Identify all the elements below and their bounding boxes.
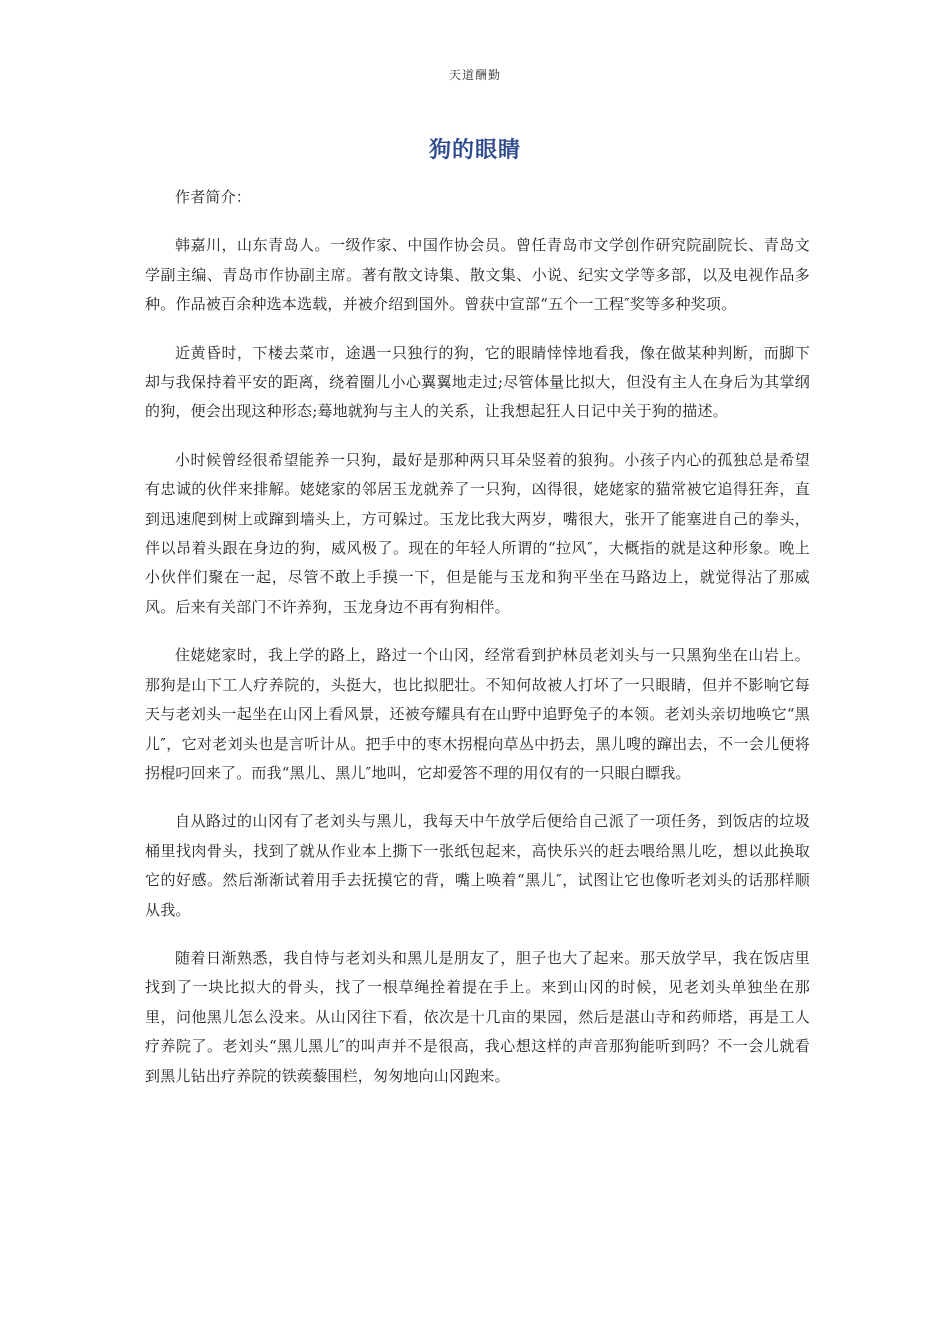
paragraph: 住姥姥家时，我上学的路上，路过一个山冈，经常看到护林员老刘头与一只黑狗坐在山岩上。那狗是山下工人疗养院的，头挺大，也比拟肥壮。不知何故被人打坏了一只眼睛，但并不影响它每天与老刘头一起坐在山冈上看风景，还被夸耀具有在山野中追野兔子的本领。老刘头亲切地唤它“黑儿″，它对老刘头也是言听计从。把手中的枣木拐棍向草丛中扔去，黑儿嗖的蹿出去，不一会儿便将拐棍叼回来了。而我“黑儿、黑儿″地叫，它却爱答不理的用仅有的一只眼白瞟我。 [145,646,810,782]
article-body [145,183,810,1110]
paragraph: 小时候曾经很希望能养一只狗，最好是那种两只耳朵竖着的狼狗。小孩子内心的孤独总是希望有忠诚的伙伴来排解。姥姥家的邻居玉龙就养了一只狗，凶得很，姥姥家的猫常被它追得狂奔，直到迅速爬到树上或蹿到墙头上，方可躲过。玉龙比我大两岁，嘴很大，张开了能塞进自己的拳头，伴以昂着头跟在身边的狗，威风极了。现在的年轻人所谓的“拉风″，大概指的就是这种形象。晚上小伙伴们聚在一起，尽管不敢上手摸一下，但是能与玉龙和狗平坐在马路边上，就觉得沾了那威风。后来有关部门不许养狗，玉龙身边不再有狗相伴。 [145,450,810,616]
paragraph: 随着日渐熟悉，我自恃与老刘头和黑儿是朋友了，胆子也大了起来。那天放学早，我在饭店里找到了一块比拟大的骨头，找了一根草绳拴着提在手上。来到山冈的时候，见老刘头单独坐在那里，问他黑儿怎么没来。从山冈往下看，依次是十几亩的果园，然后是湛山寺和药师塔，再是工人疗养院了。老刘头“黑儿黑儿″的叫声并不是很高，我心想这样的声音那狗能听到吗？不一会儿就看到黑儿钻出疗养院的铁蒺藜围栏，匆匆地向山冈跑来。 [145,948,810,1085]
article-title: 狗的眼睛 [428,138,521,163]
paragraph: 近黄昏时，下楼去菜市，途遇一只独行的狗，它的眼睛悻悻地看我，像在做某种判断，而脚下却与我保持着平安的距离，绕着圈儿小心翼翼地走过;尽管体量比拟大，但没有主人在身后为其掌纲的狗，便会出现这种形态;蓦地就狗与主人的关系，让我想起狂人日记中关于狗的描述。 [145,343,810,421]
paragraph: 自从路过的山冈有了老刘头与黑儿，我每天中午放学后便给自己派了一项任务，到饭店的垃圾桶里找肉骨头，找到了就从作业本上撕下一张纸包起来，高快乐兴的赶去喂给黑儿吃，想以此换取它的好感。然后渐渐试着用手去抚摸它的背，嘴上唤着“黑儿″，试图让它也像听老刘头的话那样顺从我。 [145,812,810,919]
paragraph-author-bio: 韩嘉川，山东青岛人。一级作家、中国作协会员。曾任青岛市文学创作研究院副院长、青岛文学副主编、青岛市作协副主席。著有散文诗集、散文集、小说、纪实文学等多部，以及电视作品多种。作品被百余种选本选载，并被介绍到国外。曾获中宣部“五个一工程″奖等多种奖项。 [145,236,810,314]
running-header: 天道酬勤 [448,68,501,82]
author-intro-label: 作者简介： [175,188,252,206]
